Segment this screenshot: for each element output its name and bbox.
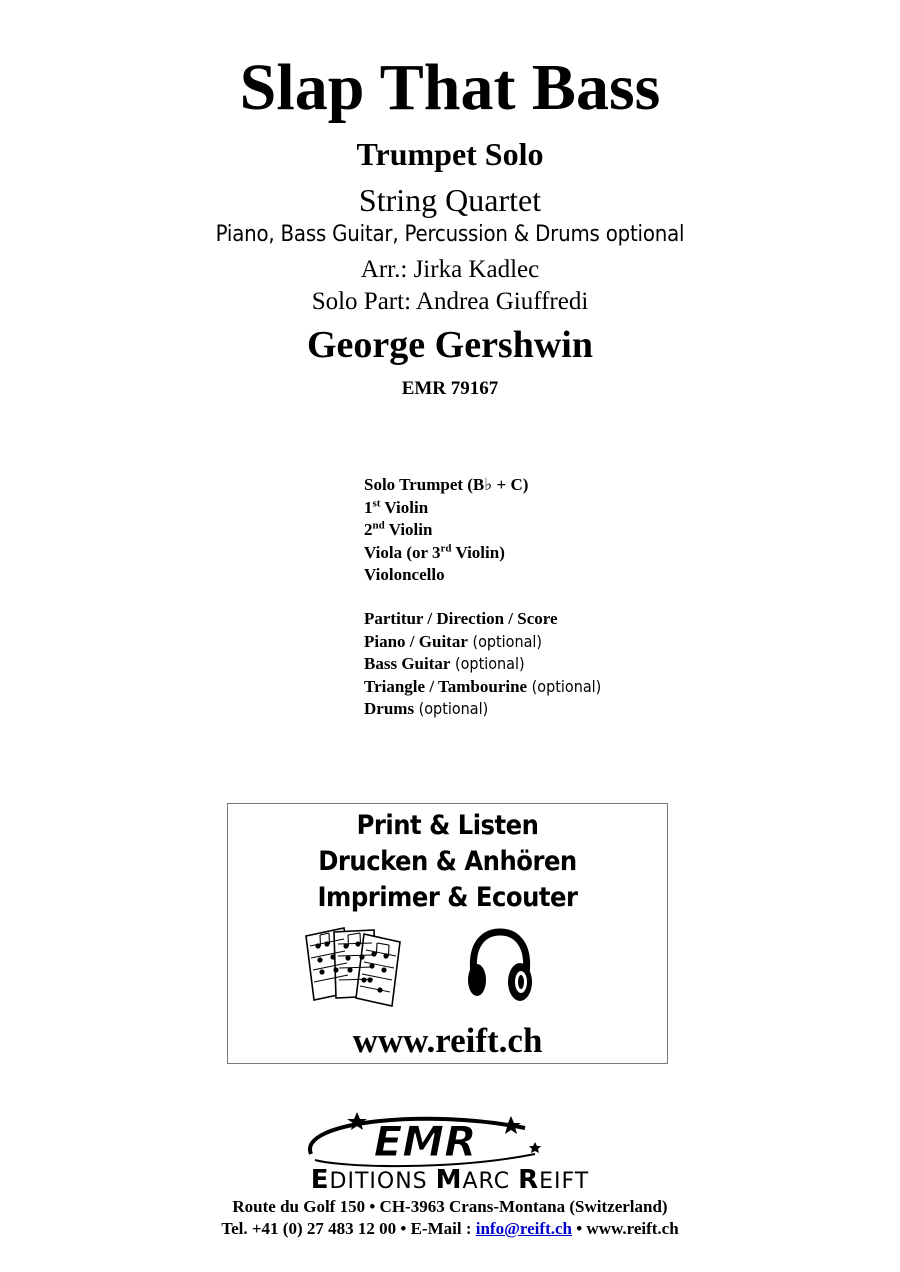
parts-list-extra: [364, 608, 601, 721]
publisher-web: • www.reift.ch: [571, 1219, 679, 1238]
brand-part-eift: EIFT: [539, 1169, 590, 1194]
emr-logo: [305, 1110, 545, 1168]
part-viola-sup: rd: [440, 541, 452, 554]
emr-logo-text: EMR: [373, 1117, 477, 1166]
part-viola: [364, 542, 528, 565]
part-viola-prefix: Viola (or 3: [364, 542, 441, 562]
part-bass-guitar: [364, 653, 601, 676]
website-link[interactable]: www.reift.ch: [352, 1021, 543, 1060]
part-violin-1-sup: st: [372, 496, 381, 509]
publisher-name: [0, 1166, 900, 1196]
part-violin-1-num: 1: [364, 497, 373, 517]
optional-label: (optional): [450, 654, 525, 673]
part-violin-1-name: Violin: [380, 497, 429, 517]
ensemble: String Quartet: [358, 182, 542, 218]
headphones-icon: [464, 928, 536, 1004]
part-bass-guitar-label: Bass Guitar: [364, 654, 451, 673]
solo-part: Solo Part: Andrea Giuffredi: [311, 288, 589, 315]
part-violin-2-sup: nd: [372, 519, 385, 532]
part-violin-1: [364, 497, 528, 520]
part-viola-suffix: Violin): [451, 542, 505, 562]
promo-line-de: Drucken & Anhören: [318, 846, 577, 877]
subtitle: Trumpet Solo: [356, 136, 544, 172]
brand-letter-e: E: [310, 1165, 330, 1195]
publisher-tel: Tel. +41 (0) 27 483 12 00 • E-Mail :: [221, 1219, 476, 1238]
print-listen-box: [227, 803, 668, 1064]
promo-line-fr: Imprimer & Ecouter: [317, 882, 578, 913]
composer: George Gershwin: [306, 324, 593, 366]
part-piano-guitar-label: Piano / Guitar: [364, 631, 468, 651]
sheet-music-icon: [300, 922, 412, 1008]
optional-label: (optional): [414, 699, 489, 718]
part-violin-2-name: Violin: [384, 520, 433, 539]
part-piano-guitar: [364, 631, 601, 654]
promo-line-en: Print & Listen: [356, 810, 539, 841]
part-violin-2-num: 2: [364, 520, 373, 539]
part-drums: [364, 698, 601, 721]
part-cello: Violoncello: [364, 565, 445, 584]
publisher-address: Route du Golf 150 • CH-3963 Crans-Montana (Switzerland): [232, 1197, 668, 1216]
page-title: Slap That Bass: [239, 51, 661, 124]
parts-list-strings: [364, 474, 528, 587]
brand-part-ditions: DITIONS: [329, 1169, 436, 1194]
publisher-contact: [0, 1218, 900, 1240]
part-triangle-tambourine: [364, 676, 601, 699]
part-triangle-tambourine-label: Triangle / Tambourine: [364, 676, 528, 696]
arranger: Arr.: Jirka Kadlec: [360, 256, 540, 283]
brand-letter-m: M: [435, 1165, 463, 1195]
brand-part-arc: ARC: [462, 1169, 519, 1194]
catalog-number: EMR 79167: [401, 378, 499, 399]
part-violin-2: [364, 519, 528, 542]
optional-label: (optional): [527, 676, 602, 696]
email-link[interactable]: info@reift.ch: [475, 1219, 572, 1238]
brand-letter-r: R: [518, 1165, 540, 1195]
part-score: Partitur / Direction / Score: [364, 609, 558, 628]
part-solo-trumpet: Solo Trumpet (B♭ + C): [364, 475, 529, 494]
optional-label: (optional): [467, 631, 543, 651]
part-drums-label: Drums: [364, 699, 415, 718]
optional-instruments: Piano, Bass Guitar, Percussion & Drums optional: [215, 222, 685, 247]
